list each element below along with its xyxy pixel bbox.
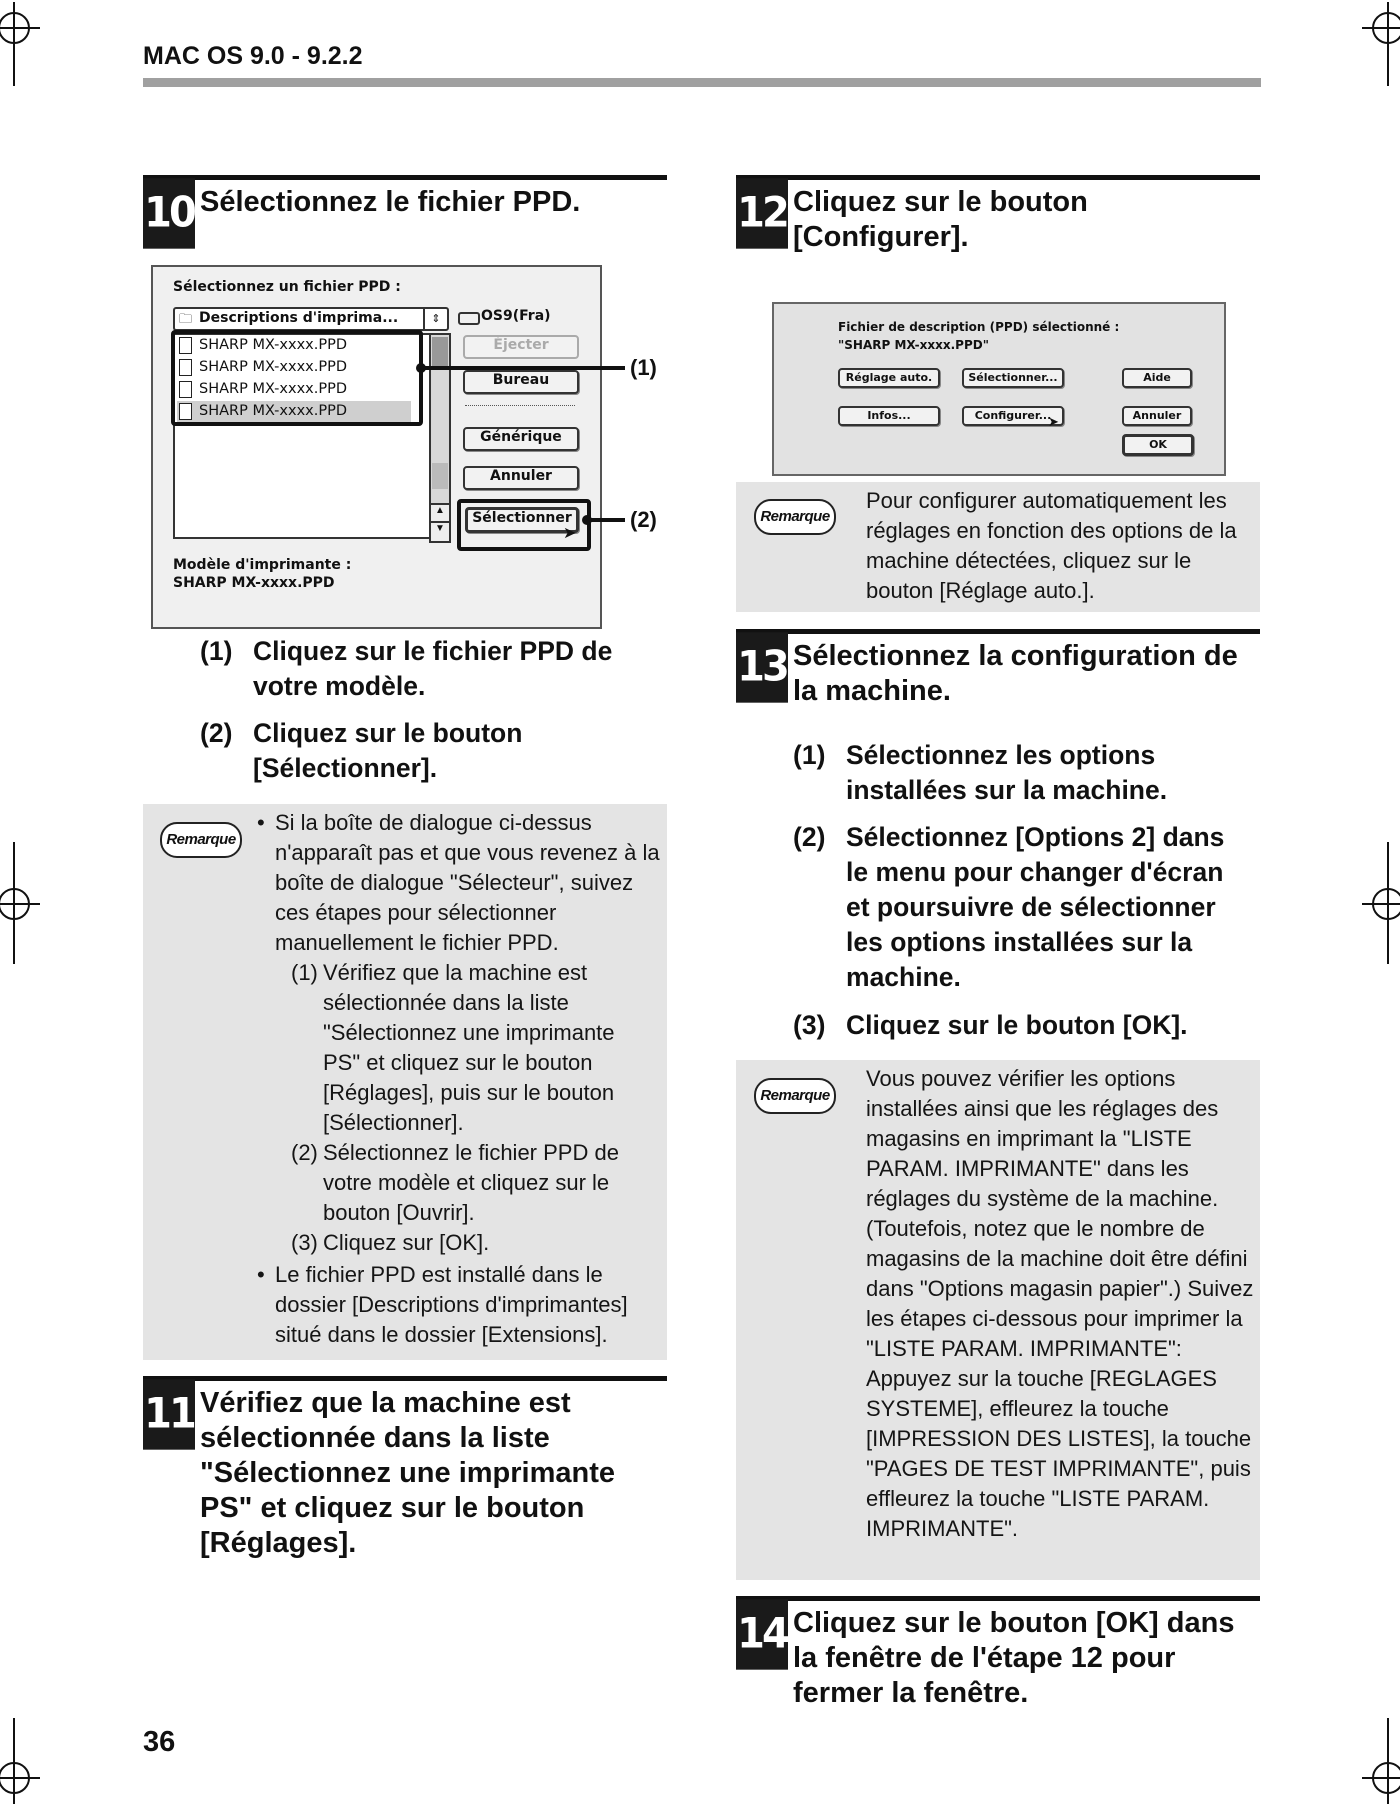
registration-mark-top-left (0, 12, 30, 44)
page-header-title: MAC OS 9.0 - 9.2.2 (143, 42, 363, 70)
info-button[interactable]: Infos... (838, 406, 940, 426)
cancel-button[interactable]: Annuler (463, 466, 579, 490)
remark-item-number: (2) (291, 1140, 318, 1165)
scroll-grip[interactable] (432, 463, 448, 489)
file-list-scrollbar[interactable] (429, 333, 451, 543)
remark-text: Pour configurer automatiquement les réglages en fonction des options de la machine détectées, cliquez sur le bouton [Réglage auto.]. (866, 488, 1237, 603)
crop-line (13, 50, 15, 86)
crop-line (1387, 842, 1389, 882)
callout-dot-2 (582, 515, 592, 525)
dialog-separator (465, 405, 575, 406)
file-row[interactable] (177, 335, 411, 356)
step12-remark-box (736, 482, 1260, 612)
select-ppd-button[interactable]: Sélectionner... (962, 368, 1064, 388)
file-name: SHARP MX-xxxx.PPD (199, 381, 347, 397)
bullet-icon: • (257, 1262, 265, 1287)
substep-number: (3) (793, 1010, 826, 1040)
cancel-button[interactable]: Annuler (1122, 406, 1192, 426)
remark-badge: Remarque (754, 499, 836, 535)
printer-model-label: Modèle d'imprimante : (173, 557, 352, 573)
step-rule (143, 1376, 667, 1381)
remark-text: Vous pouvez vérifier les options installées ainsi que les réglages des magasins en imprimant la "LISTE PARAM. IMPRIMANTE" dans les réglages du système de la machine. (Toutefois, notez que le nombre de magasins de la machine doit être défini dans "Options magasin papier".) Suivez les étapes ci-dessous pour imprimer la "LISTE PARAM. IMPRIMANTE": Appuyez sur la touche [REGLAGES SYSTEME], effleurez la touche [IMPRESSION DES LISTES], la touche "PAGES DE TEST IMPRIMANTE", puis effleurez la touche "LISTE PARAM. IMPRIMANTE". (866, 1066, 1254, 1541)
folder-icon: 🗀 (179, 311, 193, 326)
disk-label: OS9(Fra) (481, 308, 551, 324)
registration-mark-mid-right (1372, 888, 1400, 920)
scroll-down-arrow-icon[interactable]: ▼ (431, 521, 449, 541)
page-number: 36 (143, 1726, 176, 1758)
document-icon (179, 381, 192, 398)
substep-text: Sélectionnez les options installées sur la machine. (846, 740, 1168, 805)
step-title: Vérifiez que la machine est sélectionnée dans la liste "Sélectionnez une imprimante PS" et cliquez sur le bouton [Réglages]. (200, 1387, 616, 1559)
dialog-line-1: Fichier de description (PPD) sélectionné : (838, 320, 1120, 334)
crop-line (1387, 924, 1389, 964)
step-number: 11 (143, 1379, 195, 1449)
ppd-select-dialog (151, 265, 602, 629)
scroll-up-arrow-icon[interactable]: ▲ (431, 503, 449, 523)
file-name: SHARP MX-xxxx.PPD (199, 337, 347, 353)
dialog-line-2: "SHARP MX-xxxx.PPD" (838, 338, 989, 352)
step-11 (143, 1376, 667, 1576)
remark-text: Le fichier PPD est installé dans le dossier [Descriptions d'imprimantes] situé dans le dossier [Extensions]. (275, 1262, 628, 1347)
step-14 (736, 1596, 1260, 1716)
step-10 (143, 175, 667, 255)
select-button[interactable]: Sélectionner (465, 507, 579, 533)
step-number: 14 (736, 1599, 788, 1669)
remark-badge: Remarque (160, 822, 242, 858)
ppd-selected-dialog (772, 302, 1226, 476)
step-rule (143, 175, 667, 180)
document-icon (179, 359, 192, 376)
generic-button[interactable]: Générique (463, 427, 579, 451)
folder-popup[interactable] (173, 307, 449, 331)
eject-button[interactable]: Éjecter (463, 335, 579, 359)
step-13 (736, 629, 1260, 709)
registration-mark-top-right (1372, 12, 1400, 44)
registration-mark-bottom-right (1372, 1762, 1400, 1794)
remark-item-1 (293, 958, 667, 1138)
scroll-thumb[interactable] (432, 337, 448, 367)
remark-item-number: (3) (291, 1230, 318, 1255)
registration-mark-mid-left (0, 888, 30, 920)
step-rule (736, 629, 1260, 634)
step-rule (736, 175, 1260, 180)
remark-item-text: Vérifiez que la machine est sélectionnée dans la liste "Sélectionnez une imprimante PS" et cliquez sur le bouton [Réglages], puis sur le bouton [Sélectionner]. (323, 960, 615, 1135)
file-row[interactable] (177, 357, 411, 378)
disk-icon (458, 312, 480, 325)
callout-dot-1 (416, 363, 426, 373)
callout-line-1 (420, 366, 625, 370)
remark-item-text: Sélectionnez le fichier PPD de votre modèle et cliquez sur le bouton [Ouvrir]. (323, 1140, 619, 1225)
document-icon (179, 403, 192, 420)
crop-line (1387, 50, 1389, 86)
step-12 (736, 175, 1260, 255)
mouse-cursor-icon: ➤ (1048, 414, 1059, 429)
remark-item-2 (293, 1138, 667, 1228)
remark-item-text: Cliquez sur [OK]. (323, 1230, 490, 1255)
substep-text: Sélectionnez [Options 2] dans le menu pour changer d'écran et poursuivre de sélectionner les options installées sur la machine. (846, 822, 1225, 992)
document-icon (179, 337, 192, 354)
substep-text: Cliquez sur le bouton [Sélectionner]. (253, 718, 523, 783)
step13-remark-box (736, 1060, 1260, 1580)
registration-mark-bottom-left (0, 1762, 30, 1794)
help-button[interactable]: Aide (1122, 368, 1192, 388)
file-name: SHARP MX-xxxx.PPD (199, 359, 347, 375)
substep-text: Cliquez sur le fichier PPD de votre modèle. (253, 636, 613, 701)
file-row[interactable] (177, 379, 411, 400)
remark-text: Si la boîte de dialogue ci-dessus n'apparaît pas et que vous revenez à la boîte de dialogue "Sélecteur", suivez ces étapes pour sélectionner manuellement le fichier PPD. (275, 810, 660, 955)
auto-setup-button[interactable]: Réglage auto. (838, 368, 940, 388)
file-name: SHARP MX-xxxx.PPD (199, 403, 347, 419)
step-rule (736, 1596, 1260, 1601)
callout-label-1: (1) (630, 355, 657, 380)
crop-line (1387, 1718, 1389, 1756)
file-row-selected[interactable] (177, 401, 411, 422)
remark-badge: Remarque (754, 1078, 836, 1114)
crop-line (13, 842, 15, 882)
callout-label-2: (2) (630, 507, 657, 532)
substep-number: (2) (793, 822, 826, 852)
substep-text: Cliquez sur le bouton [OK]. (846, 1010, 1188, 1040)
folder-popup-label: Descriptions d'imprima... (199, 310, 399, 326)
remark-bullet-2 (257, 1260, 667, 1350)
header-rule (143, 78, 1261, 87)
popup-arrows-icon: ⇕ (423, 309, 447, 329)
substep-number: (1) (200, 636, 233, 666)
mouse-cursor-icon: ➤ (563, 525, 577, 542)
substep-number: (1) (793, 740, 826, 770)
step-title: Sélectionnez le fichier PPD. (200, 186, 581, 218)
step10-remark-box (143, 804, 667, 1360)
step-title: Sélectionnez la configuration de la machine. (793, 640, 1238, 707)
configure-button[interactable]: Configurer... (962, 406, 1064, 426)
step-number: 10 (143, 178, 195, 248)
bullet-icon: • (257, 810, 265, 835)
crop-line (13, 924, 15, 964)
crop-line (13, 1718, 15, 1756)
dialog-prompt: Sélectionnez un fichier PPD : (173, 279, 401, 295)
step-number: 12 (736, 178, 788, 248)
printer-model-value: SHARP MX-xxxx.PPD (173, 575, 335, 591)
remark-item-3 (293, 1228, 667, 1258)
remark-item-number: (1) (291, 960, 318, 985)
step-number: 13 (736, 632, 788, 702)
step-title: Cliquez sur le bouton [OK] dans la fenêtre de l'étape 12 pour fermer la fenêtre. (793, 1607, 1235, 1709)
ok-button[interactable]: OK (1122, 434, 1194, 456)
remark-bullet-1 (257, 808, 667, 958)
desktop-button[interactable]: Bureau (463, 370, 579, 394)
substep-number: (2) (200, 718, 233, 748)
step-title: Cliquez sur le bouton [Configurer]. (793, 186, 1088, 253)
